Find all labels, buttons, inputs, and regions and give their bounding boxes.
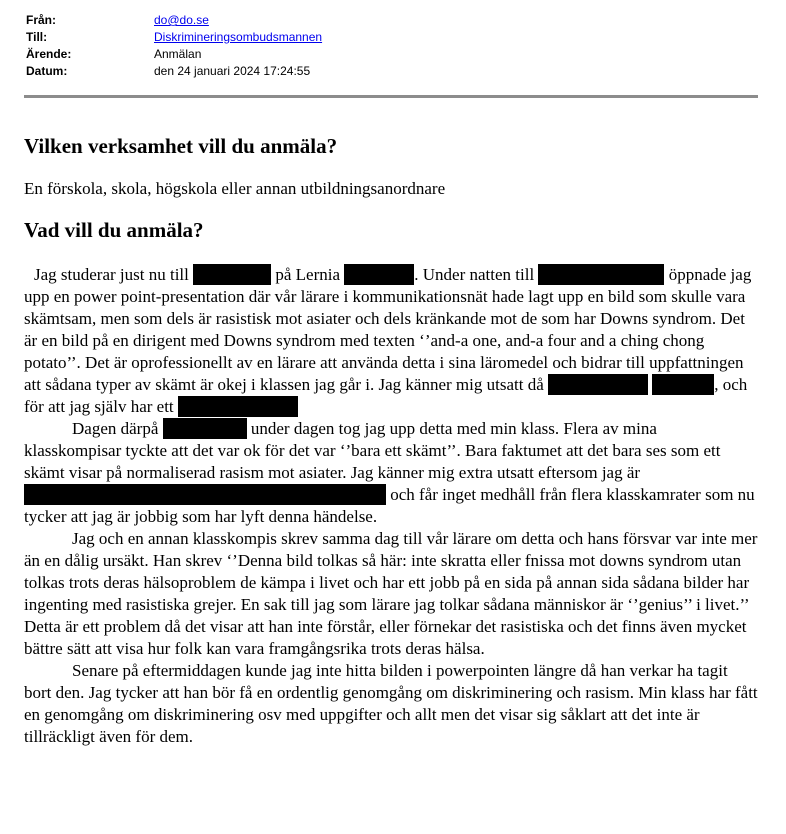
redaction-box bbox=[24, 484, 386, 505]
p2-text-2: under dagen tog jag upp detta med min klass. Flera av mina klasskompisar tyckte att det var ok för det var ‘’bara ett skämt’’. Bara faktumet att det bara ses som ett skämt visar på normaliserad rasism mot asiater. Jag känner mig extra utsatt eftersom jag är bbox=[24, 419, 721, 482]
report-text bbox=[24, 264, 758, 748]
paragraph-2 bbox=[24, 418, 758, 528]
p2-text-3: och får inget medhåll från flera klasskamrater som nu tycker att jag är jobbig som har lyft denna händelse. bbox=[24, 485, 755, 526]
redaction-box bbox=[548, 374, 648, 395]
paragraph-4: Senare på eftermiddagen kunde jag inte hitta bilden i powerpointen längre då han verkar ha tagit bort den. Jag tycker att han bör få en ordentlig genomgång om diskriminering och rasism. Min klass har fått en genomgång om diskriminering osv med uppgifter och allt men det visar sig såklart att det inte är tillräckligt även för dem. bbox=[24, 661, 758, 746]
email-header bbox=[26, 12, 322, 80]
question-1-answer: En förskola, skola, högskola eller annan utbildningsanordnare bbox=[24, 179, 446, 198]
paragraph-1 bbox=[24, 264, 758, 418]
question-2-heading: Vad vill du anmäla? bbox=[24, 218, 204, 242]
from-link[interactable]: do@do.se bbox=[154, 13, 209, 27]
p1-text-5: , och för att jag själv har ett bbox=[24, 375, 748, 416]
p1-text-2: på Lernia bbox=[275, 265, 341, 284]
to-link[interactable]: Diskrimineringsombudsmannen bbox=[154, 30, 323, 44]
p1-text-3: . Under natten till bbox=[414, 265, 535, 284]
p2-text-1: Dagen därpå bbox=[72, 419, 159, 438]
p1-text-1: Jag studerar just nu till bbox=[34, 265, 189, 284]
redaction-box bbox=[652, 374, 714, 395]
p1-text-4: öppnade jag upp en power point-presentation där vår lärare i kommunikationsnät hade lagt upp en bild som skulle vara skämtsam, men som dels är rasistisk mot asiater och dels kränkande mot de som har Downs syndrom. Det är en bild på en dirigent med Downs syndrom med texten ‘’and-a one, and-a four and a ching chong potato’’. Det är oprofessionellt av en lärare att använda detta i sina läromedel och bidrar till uppfattningen att sådana typer av skämt är okej i klassen jag går i. Jag känner mig utsatt då bbox=[24, 265, 752, 394]
subject-label: Ärende: bbox=[26, 47, 72, 61]
to-label: Till: bbox=[26, 30, 48, 44]
redaction-box bbox=[178, 396, 298, 417]
date-value: den 24 januari 2024 17:24:55 bbox=[154, 64, 311, 78]
paragraph-3: Jag och en annan klasskompis skrev samma dag till vår lärare om detta och hans försvar var inte mer än en dålig ursäkt. Han skrev ‘’Denna bild tolkas så här: inte skratta eller fnissa mot downs syndrom utan tolkas trots deras hälsoproblem de kämpa i livet och har ett jobb på en sida på annan sida sådana bilder har ingenting med rasistiska grejer. En sak till jag som lärare jag tolkar sådana människor är ‘’genius’’ i livet.’’ Detta är ett problem då det visar att han inte förstår, eller förnekar det rasistiska och det finns även mycket bättre sätt att visa hur folk kan vara framgångsrika trots deras hälsa. bbox=[24, 529, 758, 658]
date-row bbox=[26, 63, 322, 80]
redaction-box bbox=[538, 264, 664, 285]
to-row bbox=[26, 29, 322, 46]
subject-value: Anmälan bbox=[154, 47, 202, 61]
date-label: Datum: bbox=[26, 64, 68, 78]
question-1-heading: Vilken verksamhet vill du anmäla? bbox=[24, 134, 338, 158]
from-row bbox=[26, 12, 322, 29]
redaction-box bbox=[163, 418, 247, 439]
redaction-box bbox=[344, 264, 414, 285]
header-divider bbox=[24, 95, 758, 98]
subject-row bbox=[26, 46, 322, 63]
from-label: Från: bbox=[26, 13, 56, 27]
email-body bbox=[24, 130, 758, 748]
redaction-box bbox=[193, 264, 271, 285]
